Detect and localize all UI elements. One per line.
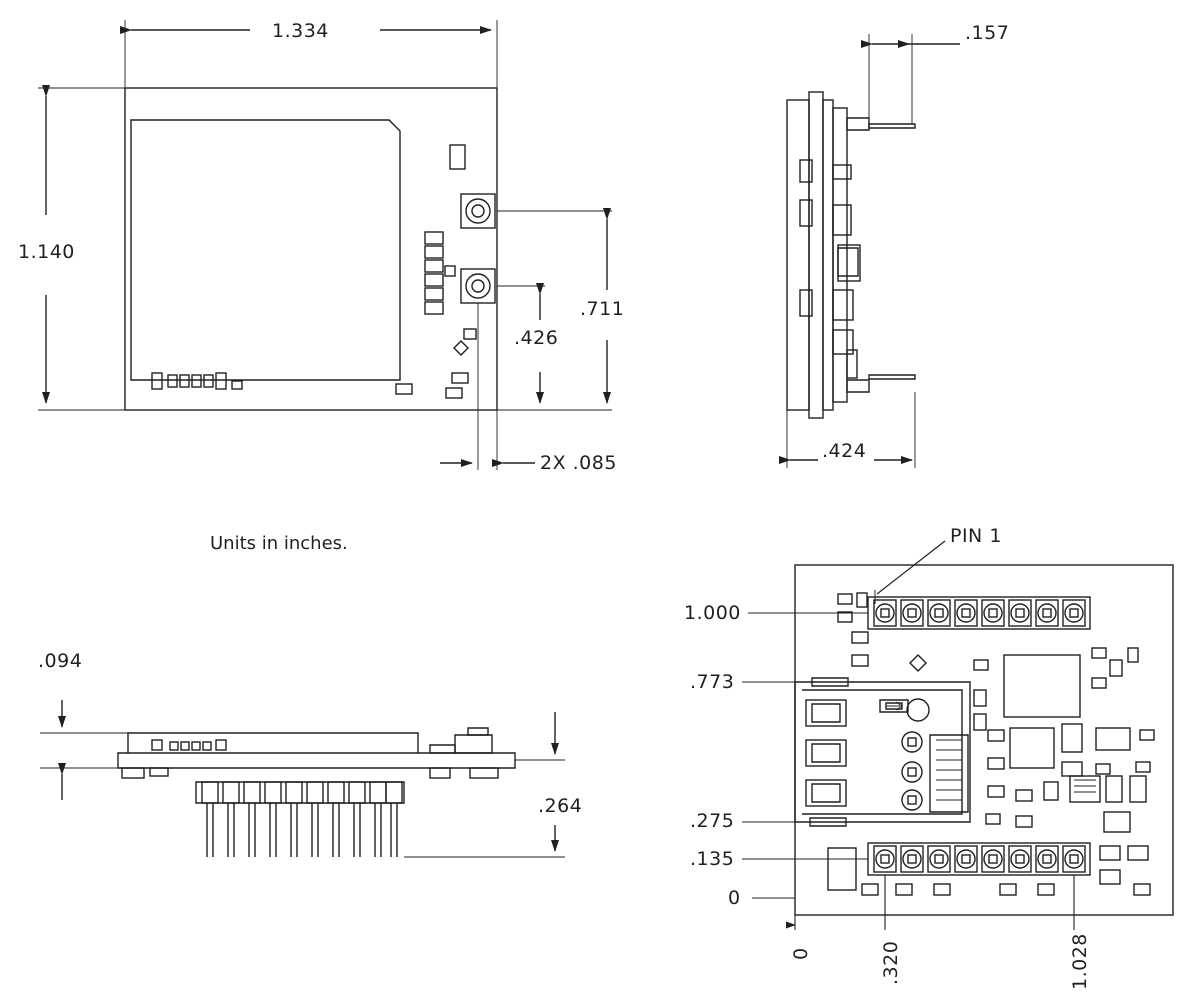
ordinate-x-320: .320 <box>880 940 902 985</box>
units-note: Units in inches. <box>210 533 348 554</box>
dim-connector-lower: .426 <box>514 327 559 349</box>
dim-side-depth-top: .157 <box>965 22 1010 44</box>
ordinate-y-275: .275 <box>690 810 735 832</box>
side-view-geometry <box>787 34 915 468</box>
dim-connector-offset: 2X .085 <box>540 452 617 474</box>
dim-top-width: 1.334 <box>272 20 329 42</box>
bottom-view-geometry <box>742 541 1173 930</box>
top-view-geometry <box>38 20 612 470</box>
top-view-dimension-lines <box>46 30 607 463</box>
dim-pin-length-total: .264 <box>538 795 583 817</box>
ordinate-y-773: .773 <box>690 671 735 693</box>
edge-view-dimension-lines <box>62 700 555 851</box>
ordinate-x-1028: 1.028 <box>1069 933 1091 990</box>
edge-view-geometry <box>40 728 565 857</box>
dim-top-height: 1.140 <box>18 241 75 263</box>
ordinate-y-135: .135 <box>690 848 735 870</box>
ordinate-x-0: 0 <box>790 947 812 960</box>
dim-connector-upper: .711 <box>580 298 625 320</box>
ordinate-y-1000: 1.000 <box>684 602 741 624</box>
ordinate-y-0: 0 <box>728 887 741 909</box>
side-view-dimension-lines <box>790 44 960 460</box>
callout-pin-1: PIN 1 <box>950 525 1002 547</box>
dim-side-depth-bottom: .424 <box>822 440 867 462</box>
dim-board-thickness: .094 <box>38 650 83 672</box>
